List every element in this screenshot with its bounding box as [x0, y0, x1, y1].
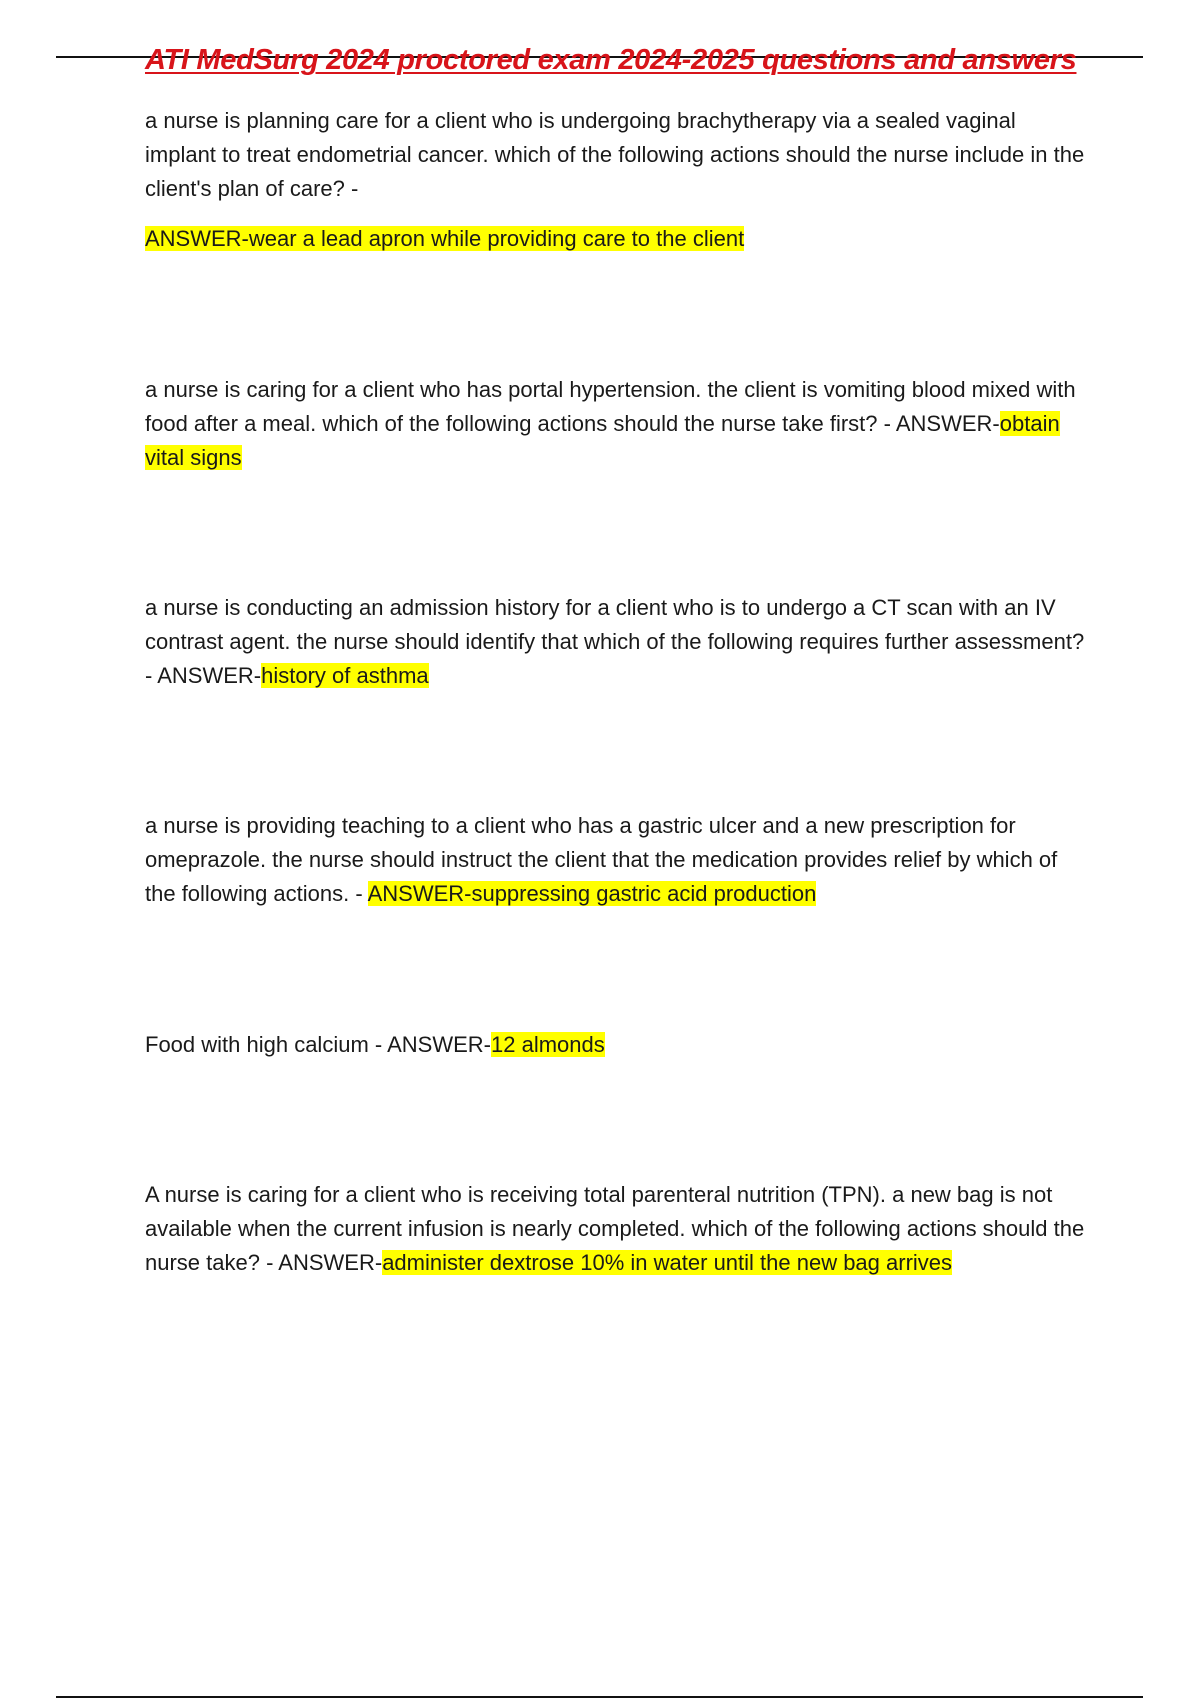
answer-highlight: ANSWER-suppressing gastric acid production	[367, 881, 817, 906]
question-text: Food with high calcium - ANSWER-	[145, 1032, 491, 1057]
question-text: a nurse is caring for a client who has portal hypertension. the client is vomiting blood mixed with food after a meal. which of the following actions should the nurse take first? - ANSWER-	[145, 377, 1076, 436]
question-text: a nurse is providing teaching to a client who has a gastric ulcer and a new prescription for omeprazole. the nurse should instruct the client that the medication provides relief by which of the following actions. -	[145, 813, 1058, 906]
question-text: a nurse is conducting an admission history for a client who is to undergo a CT scan with an IV contrast agent. the nurse should identify that which of the following requires further assessment? - ANSWER-	[145, 595, 1085, 688]
answer-highlight: administer dextrose 10% in water until the new bag arrives	[382, 1250, 953, 1275]
question-text: a nurse is planning care for a client who is undergoing brachytherapy via a sealed vaginal implant to treat endometrial cancer. which of the following actions should the nurse include in the client's plan of care? -	[145, 108, 1085, 201]
question-1	[145, 104, 1085, 206]
question-5	[145, 1028, 1085, 1062]
bottom-rule	[56, 1696, 1143, 1698]
question-6	[145, 1178, 1085, 1280]
question-2	[145, 373, 1085, 475]
answer-highlight: 12 almonds	[491, 1032, 605, 1057]
answer-highlight: ANSWER-wear a lead apron while providing care to the client	[145, 226, 745, 251]
answer-1	[145, 222, 744, 256]
answer-highlight: history of asthma	[261, 663, 429, 688]
question-4	[145, 809, 1085, 911]
document-title: ATI MedSurg 2024 proctored exam 2024-2025 questions and answers	[145, 44, 1077, 76]
question-3	[145, 591, 1085, 693]
answer-highlight: obtain vital signs	[145, 411, 1060, 470]
question-text: A nurse is caring for a client who is receiving total parenteral nutrition (TPN). a new bag is not available when the current infusion is nearly completed. which of the following actions should the nurse take? - ANSWER-	[145, 1182, 1085, 1275]
